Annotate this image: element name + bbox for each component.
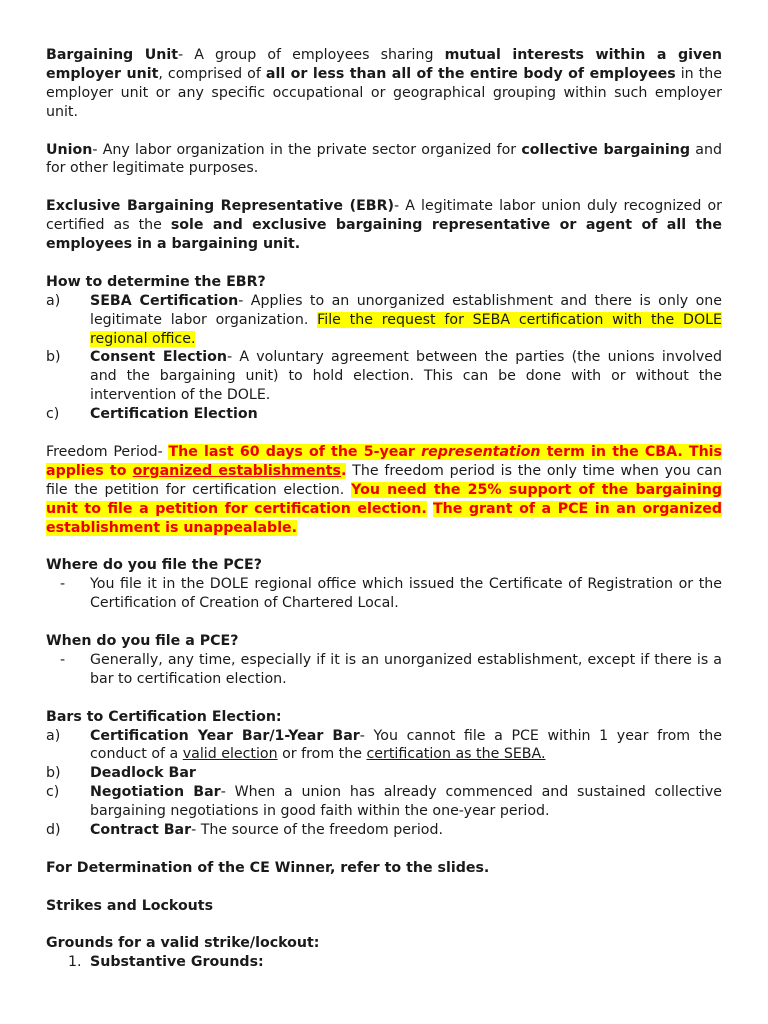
list-item: d) Contract Bar- The source of the freedom period.: [46, 822, 443, 839]
list-item: a) Certification Year Bar/1-Year Bar- You cannot file a PCE within 1 year from the conduct of a valid election or from the certification as the SEBA.: [46, 727, 722, 763]
highlighted-text: The last 60 days of the 5-year representation term in the CBA. This applies to organized establishments.: [46, 443, 722, 479]
how-to-determine-ebr-section: [46, 273, 722, 424]
dash-list: [46, 575, 722, 613]
list-item: b) Deadlock Bar: [46, 765, 196, 782]
strikes-heading: Strikes and Lockouts: [46, 897, 214, 914]
term: Bargaining Unit: [46, 47, 178, 63]
dash-list: [46, 651, 722, 689]
list-item: - Generally, any time, especially if it is an unorganized establishment, except if there is a bar to certification election.: [60, 651, 722, 687]
highlighted-text: The grant of a PCE in an organized establishment is unappealable.: [46, 500, 722, 536]
list-item: c) Negotiation Bar- When a union has already commenced and sustained collective bargaining negotiations in good faith within the one-year period.: [46, 784, 722, 820]
highlighted-text: File the request for SEBA certification with the DOLE regional office.: [90, 311, 722, 347]
list-item: a) SEBA Certification- Applies to an unorganized establishment and there is only one legitimate labor organization. File the request for SEBA certification with the DOLE regional office.: [46, 292, 723, 347]
bars-list: [46, 727, 722, 840]
list-item: 1. Substantive Grounds:: [68, 954, 264, 971]
list-item: c) Certification Election: [46, 406, 258, 423]
grounds-section: [46, 934, 722, 972]
ebr-method-list: [46, 292, 722, 424]
where-file-pce-section: [46, 556, 722, 613]
section-heading: Bars to Certification Election:: [46, 708, 282, 725]
when-file-pce-section: [46, 632, 722, 689]
ce-winner-note: For Determination of the CE Winner, refer to the slides.: [46, 859, 490, 876]
bars-section: [46, 708, 722, 840]
freedom-period-definition: Freedom Period- The last 60 days of the 5-year representation term in the CBA. This applies to organized establishments. The freedom period is the only time when you can file the petition for certification election. You need the 25% support of the bargaining unit to file a petition for certification election. The grant of a PCE in an organized establishment is unappealable.: [46, 443, 722, 536]
union-definition: Union- Any labor organization in the private sector organized for collective bargaining and for other legitimate purposes.: [46, 141, 722, 177]
highlighted-text: You need the 25% support of the bargaining unit to file a petition for certification election.: [46, 481, 722, 517]
section-heading: Where do you file the PCE?: [46, 557, 262, 574]
bargaining-unit-definition: Bargaining Unit- A group of employees sharing mutual interests within a given employer unit, comprised of all or less than all of the entire body of employees in the employer unit or any specific occupational or geographical grouping within such employer unit.: [46, 47, 722, 120]
term: Union: [46, 141, 93, 158]
section-heading: When do you file a PCE?: [46, 633, 239, 649]
list-item: - You file it in the DOLE regional office which issued the Certificate of Registration or the Certification of Creation of Chartered Local.: [60, 576, 722, 612]
term: Freedom Period: [46, 443, 158, 460]
section-heading: Grounds for a valid strike/lockout:: [46, 935, 320, 952]
section-heading: How to determine the EBR?: [46, 273, 266, 290]
grounds-list: [46, 953, 722, 972]
list-item: b) Consent Election- A voluntary agreement between the parties (the unions involved and the bargaining unit) to hold election. This can be done with or without the intervention of the DOLE.: [46, 349, 722, 404]
term: Exclusive Bargaining Representative (EBR): [46, 198, 394, 215]
ebr-definition: Exclusive Bargaining Representative (EBR)- A legitimate labor union duly recognized or certified as the sole and exclusive bargaining representative or agent of all the employees in a bargaining unit.: [46, 198, 722, 253]
